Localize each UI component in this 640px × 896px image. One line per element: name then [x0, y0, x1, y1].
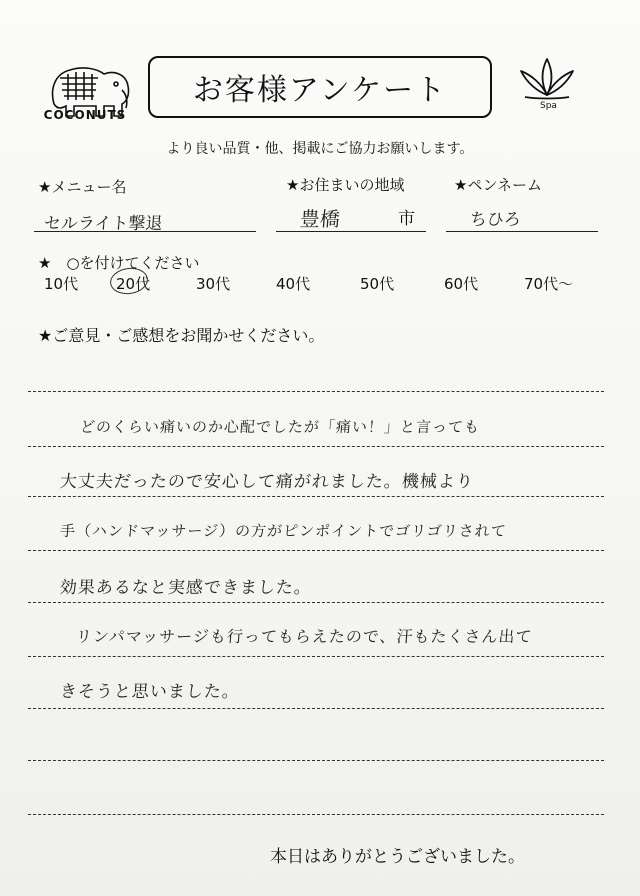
comment-rule [28, 656, 604, 657]
age-label: ★ ○を付けてください [38, 254, 200, 272]
page-title: お客様アンケート [148, 56, 492, 118]
residence-underline [276, 231, 426, 232]
comment-rule [28, 550, 604, 551]
comment-rule [28, 760, 604, 761]
age-option-10: 10代 [44, 275, 79, 293]
comment-rule [28, 814, 604, 815]
age-option-60: 60代 [444, 275, 479, 293]
comment-rule [28, 391, 604, 392]
comment-line-3: 手（ハンドマッサージ）の方がピンポイントでゴリゴリされて [59, 522, 508, 540]
comment-line-2: 大丈夫だったので安心して痛がれました。機械より [59, 472, 475, 492]
age-option-40: 40代 [276, 275, 311, 293]
brand-logo-text: COCONUTS [43, 108, 127, 122]
comment-rule [28, 602, 604, 603]
penname-value: ちひろ [469, 210, 522, 230]
comment-rule [28, 708, 604, 709]
menu-label: ★メニュー名 [38, 178, 127, 196]
comment-line-5: リンパマッサージも行ってもらえたので、汗もたくさん出て [75, 627, 534, 646]
comment-line-4: 効果あるなと実感できました。 [59, 578, 313, 598]
comment-rule [28, 446, 604, 447]
comments-label: ★ご意見・ご感想をお聞かせください。 [38, 326, 325, 345]
age-option-70: 70代～ [524, 275, 574, 293]
comment-line-1: どのくらい痛いのか心配でしたが「痛い！」と言っても [79, 418, 481, 436]
subtitle: より良い品質・他、掲載にご協力お願いします。 [166, 141, 474, 157]
residence-suffix: 市 [398, 209, 415, 229]
penname-label: ★ペンネーム [454, 176, 542, 194]
age-option-50: 50代 [360, 275, 395, 293]
comment-line-6: きそうと思いました。 [59, 682, 241, 702]
closing-message: 本日はありがとうございました。 [270, 847, 525, 867]
menu-underline [34, 231, 256, 232]
spa-logo-text: Spa [540, 101, 557, 111]
residence-value: 豊橋 [299, 207, 341, 231]
penname-underline [446, 231, 598, 232]
age-option-20: 20代 [116, 275, 151, 293]
comment-rule [28, 496, 604, 497]
menu-value: セルライト撃退 [43, 214, 164, 234]
age-option-30: 30代 [196, 275, 231, 293]
residence-label: ★お住まいの地域 [286, 176, 405, 194]
